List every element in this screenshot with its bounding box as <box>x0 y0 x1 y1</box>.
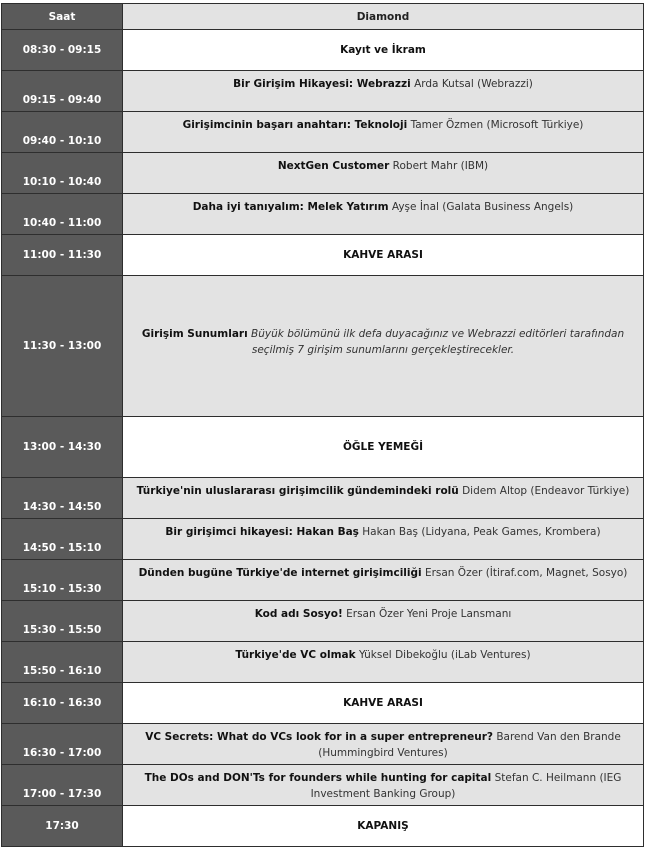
time-slot: 16:10 - 16:30 <box>2 683 123 724</box>
session-speaker: Stefan C. Heilmann (IEG Investment Banking Group) <box>310 772 622 800</box>
session-title: Daha iyi tanıyalım: Melek Yatırım <box>192 201 389 213</box>
time-slot: 17:30 <box>2 806 123 847</box>
time-slot: 09:15 - 09:40 <box>2 71 123 112</box>
time-slot: 14:30 - 14:50 <box>2 478 123 519</box>
session-speaker: Hakan Baş (Lidyana, Peak Games, Krombera) <box>362 526 601 538</box>
time-slot: 10:40 - 11:00 <box>2 194 123 235</box>
session-title: Türkiye'nin uluslararası girişimcilik gündemindeki rolü <box>136 485 459 497</box>
session-speaker: Ersan Özer Yeni Proje Lansmanı <box>346 608 512 620</box>
session-speaker: Barend Van den Brande (Hummingbird Ventures) <box>318 731 621 759</box>
session-cell <box>123 194 644 235</box>
table-row <box>2 683 644 724</box>
table-row <box>2 765 644 806</box>
table-row <box>2 30 644 71</box>
session-title: The DOs and DON'Ts for founders while hunting for capital <box>144 772 492 784</box>
session-speaker: Yüksel Dibekoğlu (iLab Ventures) <box>358 649 531 661</box>
session-title: Kod adı Sosyo! <box>254 608 343 620</box>
session-cell <box>123 153 644 194</box>
table-row <box>2 417 644 478</box>
session-title: Bir Girişim Hikayesi: Webrazzi <box>233 78 411 90</box>
table-row <box>2 112 644 153</box>
session-title: Girişimcinin başarı anahtarı: Teknoloji <box>182 119 408 131</box>
time-slot: 15:50 - 16:10 <box>2 642 123 683</box>
table-row <box>2 276 644 417</box>
session-cell <box>123 478 644 519</box>
time-slot: 16:30 - 17:00 <box>2 724 123 765</box>
session-cell <box>123 642 644 683</box>
break-label: KAHVE ARASI <box>343 697 423 709</box>
session-title: VC Secrets: What do VCs look for in a super entrepreneur? <box>145 731 493 743</box>
break-label: Kayıt ve İkram <box>340 44 426 56</box>
session-speaker: Arda Kutsal (Webrazzi) <box>414 78 533 90</box>
time-slot: 11:00 - 11:30 <box>2 235 123 276</box>
time-slot: 09:40 - 10:10 <box>2 112 123 153</box>
session-cell <box>123 601 644 642</box>
hall-column-header: Diamond <box>123 4 644 30</box>
table-row <box>2 642 644 683</box>
table-row <box>2 71 644 112</box>
break-label: KAHVE ARASI <box>343 249 423 261</box>
session-description: Büyük bölümünü ilk defa duyacağınız ve Webrazzi editörleri tarafından seçilmiş 7 girişim sunumlarını gerçekleştirecekler. <box>251 328 625 356</box>
time-slot: 17:00 - 17:30 <box>2 765 123 806</box>
session-cell <box>123 560 644 601</box>
session-speaker: Tamer Özmen (Microsoft Türkiye) <box>410 119 584 131</box>
session-cell <box>123 683 644 724</box>
table-row <box>2 724 644 765</box>
session-cell <box>123 276 644 417</box>
table-row <box>2 806 644 847</box>
session-speaker: Didem Altop (Endeavor Türkiye) <box>462 485 630 497</box>
session-title: Girişim Sunumları <box>141 328 248 340</box>
session-cell <box>123 724 644 765</box>
time-slot: 10:10 - 10:40 <box>2 153 123 194</box>
time-slot: 15:10 - 15:30 <box>2 560 123 601</box>
table-row <box>2 560 644 601</box>
session-title: Bir girişimci hikayesi: Hakan Baş <box>165 526 359 538</box>
session-title: NextGen Customer <box>277 160 390 172</box>
header-row <box>2 4 644 30</box>
table-row <box>2 478 644 519</box>
session-cell <box>123 30 644 71</box>
session-cell <box>123 806 644 847</box>
schedule-table <box>1 3 644 847</box>
session-cell <box>123 71 644 112</box>
session-cell <box>123 765 644 806</box>
session-cell <box>123 112 644 153</box>
time-slot: 15:30 - 15:50 <box>2 601 123 642</box>
time-slot: 14:50 - 15:10 <box>2 519 123 560</box>
time-slot: 13:00 - 14:30 <box>2 417 123 478</box>
break-label: ÖĞLE YEMEĞİ <box>343 441 423 453</box>
session-speaker: Ersan Özer (İtiraf.com, Magnet, Sosyo) <box>424 567 628 579</box>
table-row <box>2 601 644 642</box>
session-cell <box>123 519 644 560</box>
session-speaker: Ayşe İnal (Galata Business Angels) <box>391 201 574 213</box>
session-title: Dünden bugüne Türkiye'de internet girişimciliği <box>138 567 422 579</box>
time-slot: 11:30 - 13:00 <box>2 276 123 417</box>
break-label: KAPANIŞ <box>357 820 409 832</box>
table-row <box>2 235 644 276</box>
time-slot: 08:30 - 09:15 <box>2 30 123 71</box>
session-cell <box>123 235 644 276</box>
table-row <box>2 153 644 194</box>
table-row <box>2 519 644 560</box>
time-column-header: Saat <box>2 4 123 30</box>
session-cell <box>123 417 644 478</box>
table-row <box>2 194 644 235</box>
session-title: Türkiye'de VC olmak <box>235 649 356 661</box>
session-speaker: Robert Mahr (IBM) <box>392 160 489 172</box>
